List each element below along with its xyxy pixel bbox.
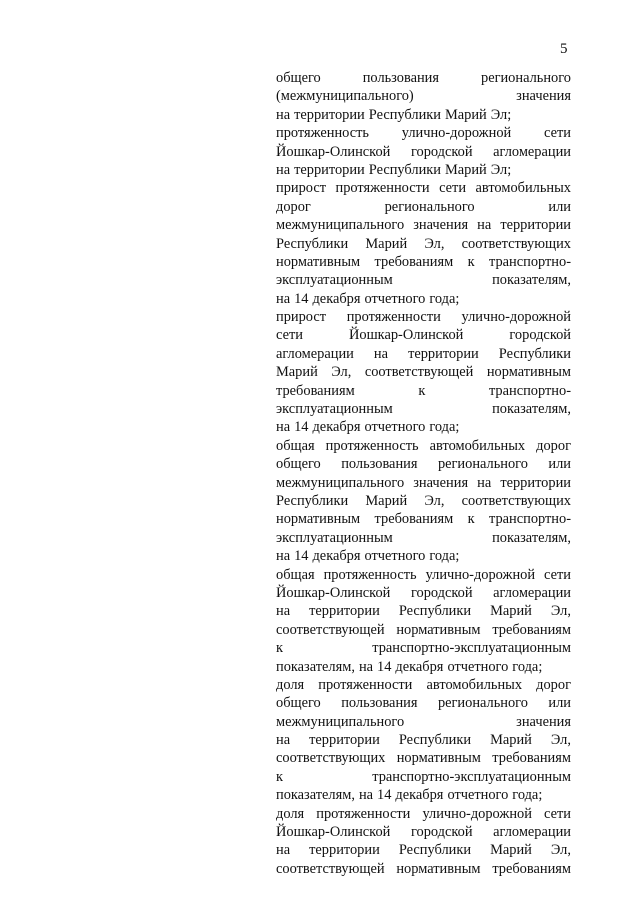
text-line xyxy=(276,161,571,179)
text-word: территории xyxy=(309,842,380,859)
text-line xyxy=(276,823,571,841)
text-word: пользования xyxy=(341,456,418,473)
text-line xyxy=(276,676,571,694)
text-line xyxy=(276,547,571,565)
text-word: декабря xyxy=(312,290,361,307)
text-word: общая xyxy=(276,566,315,583)
text-word: улично-дорожной xyxy=(401,125,512,142)
text-word: Эл, xyxy=(331,364,352,381)
text-word: территории xyxy=(294,106,365,123)
text-word: улично-дорожной xyxy=(425,566,536,583)
text-word: территории xyxy=(294,161,365,178)
text-word: на xyxy=(276,842,291,859)
text-word: Йошкар-Олинской xyxy=(276,824,391,841)
text-word: Республики xyxy=(398,603,472,620)
text-word: эксплуатационным xyxy=(276,401,393,418)
text-line xyxy=(276,786,571,804)
text-word: Республики xyxy=(498,345,571,362)
text-line xyxy=(276,437,571,455)
text-word: значения xyxy=(413,474,469,491)
text-word: городской xyxy=(509,327,571,344)
text-word: отчетного xyxy=(364,419,426,436)
text-word: транспортно- xyxy=(488,253,571,270)
text-word: на xyxy=(276,603,291,620)
text-word: Республики xyxy=(368,106,441,123)
text-word: показателям, xyxy=(276,787,355,804)
text-word: протяженности xyxy=(335,180,430,197)
text-word: на xyxy=(276,732,291,749)
text-line xyxy=(276,749,571,767)
text-word: агломерации xyxy=(493,143,571,160)
text-word: нормативным xyxy=(396,860,481,877)
text-word: 14 xyxy=(294,548,309,565)
text-word: прирост xyxy=(276,180,327,197)
text-word: транспортно- xyxy=(488,382,571,399)
text-word: территории xyxy=(408,345,479,362)
text-word: нормативным xyxy=(276,511,361,528)
text-word: Марий xyxy=(490,603,532,620)
text-word: соответствующих xyxy=(461,235,571,252)
text-word: 14 xyxy=(377,787,392,804)
text-line xyxy=(276,658,571,676)
text-word: показателям, xyxy=(492,401,571,418)
text-word: Эл, xyxy=(550,732,571,749)
text-line xyxy=(276,253,571,271)
text-word: года; xyxy=(512,658,543,675)
text-word: улично-дорожной xyxy=(461,309,571,326)
text-line xyxy=(276,345,571,363)
text-line xyxy=(276,235,571,253)
text-word: года; xyxy=(429,290,460,307)
text-word: общего xyxy=(276,70,321,86)
text-line xyxy=(276,510,571,528)
text-word: Марий xyxy=(365,235,408,252)
text-line xyxy=(276,713,571,731)
text-line xyxy=(276,455,571,473)
text-word: декабря xyxy=(312,548,361,565)
text-word: Марий xyxy=(490,732,532,749)
text-word: агломерации xyxy=(493,584,571,601)
page-number: 5 xyxy=(560,41,568,57)
text-line xyxy=(276,308,571,326)
text-line xyxy=(276,841,571,859)
text-word: соответствующей xyxy=(276,860,385,877)
text-word: к xyxy=(418,382,426,399)
text-word: соответствующей xyxy=(364,364,474,381)
text-word: сети xyxy=(544,805,571,822)
text-word: прирост xyxy=(276,309,327,326)
text-word: к xyxy=(276,768,283,785)
text-word: агломерации xyxy=(493,824,571,841)
text-word: соответствующих xyxy=(461,492,571,509)
text-word: нормативным xyxy=(396,621,481,638)
text-word: общая xyxy=(276,437,315,454)
text-line xyxy=(276,492,571,510)
text-word: к xyxy=(467,511,475,528)
text-word: к xyxy=(467,253,475,270)
text-word: регионального xyxy=(384,198,475,215)
text-word: на xyxy=(276,161,291,178)
text-line xyxy=(276,860,571,878)
text-word: на xyxy=(477,217,492,234)
text-line xyxy=(276,124,571,142)
text-word: городской xyxy=(410,824,473,841)
text-word: городской xyxy=(410,143,473,160)
text-word: к xyxy=(276,640,283,657)
text-word: протяженности xyxy=(318,676,413,693)
text-word: 14 xyxy=(377,658,392,675)
text-word: протяженность xyxy=(325,437,419,454)
text-line xyxy=(276,529,571,547)
text-word: на xyxy=(276,106,291,123)
text-word: территории xyxy=(500,217,571,234)
text-word: протяженность xyxy=(276,125,369,142)
text-word: декабря xyxy=(312,419,361,436)
text-line xyxy=(276,143,571,161)
text-word: улично-дорожной xyxy=(422,805,532,822)
text-word: территории xyxy=(500,474,571,491)
text-line xyxy=(276,584,571,602)
text-word: Марий xyxy=(444,106,487,123)
text-word: территории xyxy=(309,603,380,620)
text-word: нормативным xyxy=(486,364,571,381)
text-word: межмуниципального xyxy=(276,474,405,491)
text-line xyxy=(276,106,571,124)
text-word: пользования xyxy=(341,695,418,712)
text-word: сети xyxy=(439,180,467,197)
text-line xyxy=(276,179,571,197)
text-word: Эл; xyxy=(490,106,512,123)
text-word: на xyxy=(276,290,291,307)
text-word: или xyxy=(548,456,571,473)
text-word: соответствующих xyxy=(276,750,386,767)
text-word: протяженности xyxy=(316,805,411,822)
text-word: сети xyxy=(276,327,303,344)
text-word: регионального xyxy=(437,456,528,473)
text-word: регионального xyxy=(437,695,528,712)
text-word: отчетного xyxy=(364,290,426,307)
text-line xyxy=(276,731,571,749)
text-word: транспортно-эксплуатационным xyxy=(372,640,571,657)
text-word: на xyxy=(276,548,291,565)
text-word: межмуниципального xyxy=(276,217,405,234)
text-word: значения xyxy=(413,217,469,234)
text-word: Эл, xyxy=(550,842,571,859)
text-word: протяженности xyxy=(346,309,441,326)
text-word: доля xyxy=(276,676,305,693)
text-word: года; xyxy=(512,787,543,804)
text-word: доля xyxy=(276,805,305,822)
text-word: требованиям xyxy=(492,621,571,638)
text-word: декабря xyxy=(395,787,444,804)
text-line xyxy=(276,621,571,639)
text-line xyxy=(276,326,571,344)
text-word: отчетного xyxy=(364,548,426,565)
text-line xyxy=(276,290,571,308)
text-word: значения xyxy=(516,88,571,105)
text-word: общего xyxy=(276,456,321,473)
text-word: Эл; xyxy=(490,161,512,178)
text-word: Марий xyxy=(365,492,408,509)
text-line xyxy=(276,87,571,105)
text-word: межмуниципального xyxy=(276,713,405,730)
text-word: Республики xyxy=(276,235,349,252)
text-word: на xyxy=(373,345,388,362)
text-word: транспортно-эксплуатационным xyxy=(372,768,571,785)
text-word: агломерации xyxy=(276,345,354,362)
text-word: Йошкар-Олинской xyxy=(349,327,464,344)
text-word: дорог xyxy=(536,676,571,693)
text-word: 14 xyxy=(294,290,309,307)
text-word: Марий xyxy=(490,842,532,859)
text-word: показателям, xyxy=(276,658,355,675)
text-line xyxy=(276,639,571,657)
text-word: сети xyxy=(544,125,571,142)
text-word: Марий xyxy=(276,364,318,381)
text-line xyxy=(276,418,571,436)
text-word: автомобильных xyxy=(426,676,523,693)
text-word: регионального xyxy=(481,70,571,86)
text-word: нормативным xyxy=(276,253,361,270)
text-word: требованиям xyxy=(374,253,454,270)
text-word: на xyxy=(358,658,374,675)
text-word: года; xyxy=(429,548,460,565)
text-line xyxy=(276,382,571,400)
text-line xyxy=(276,271,571,289)
text-line xyxy=(276,694,571,712)
text-word: протяженность xyxy=(323,566,417,583)
text-line xyxy=(276,363,571,381)
text-word: Республики xyxy=(276,492,349,509)
text-word: Марий xyxy=(444,161,487,178)
text-word: на xyxy=(358,787,374,804)
text-word: городской xyxy=(410,584,473,601)
text-word: Эл, xyxy=(550,603,571,620)
text-line xyxy=(276,805,571,823)
text-word: 14 xyxy=(294,419,309,436)
text-word: эксплуатационным xyxy=(276,529,393,546)
text-word: или xyxy=(548,695,571,712)
text-word: дорог xyxy=(276,198,311,215)
text-word: Йошкар-Олинской xyxy=(276,143,391,160)
text-word: Эл, xyxy=(424,492,445,509)
text-word: Республики xyxy=(368,161,441,178)
text-word: декабря xyxy=(395,658,444,675)
text-word: на xyxy=(477,474,492,491)
text-line xyxy=(276,216,571,234)
text-line xyxy=(276,198,571,216)
text-word: нормативным xyxy=(396,750,481,767)
text-word: Эл, xyxy=(424,235,445,252)
text-line xyxy=(276,768,571,786)
text-word: эксплуатационным xyxy=(276,272,393,289)
text-word: сети xyxy=(544,566,571,583)
text-word: автомобильных xyxy=(475,180,571,197)
text-word: транспортно- xyxy=(488,511,571,528)
text-line xyxy=(276,69,571,87)
text-word: требованиям xyxy=(276,382,355,399)
text-word: соответствующей xyxy=(276,621,385,638)
text-word: отчетного xyxy=(447,787,509,804)
text-word: (межмуниципального) xyxy=(276,88,414,105)
text-word: Республики xyxy=(398,842,472,859)
text-word: значения xyxy=(516,713,571,730)
text-word: общего xyxy=(276,695,321,712)
text-word: Республики xyxy=(398,732,472,749)
text-word: на xyxy=(276,419,291,436)
text-word: пользования xyxy=(362,70,439,86)
text-word: требованиям xyxy=(492,860,571,877)
text-word: показателям, xyxy=(492,272,571,289)
text-word: территории xyxy=(309,732,380,749)
text-line xyxy=(276,602,571,620)
text-word: требованиям xyxy=(492,750,571,767)
text-word: отчетного xyxy=(447,658,509,675)
text-word: требованиям xyxy=(374,511,454,528)
text-word: показателям, xyxy=(492,529,571,546)
text-word: дорог xyxy=(536,437,571,454)
text-word: автомобильных xyxy=(429,437,526,454)
text-line xyxy=(276,400,571,418)
text-line xyxy=(276,566,571,584)
text-word: или xyxy=(548,198,571,215)
text-line xyxy=(276,474,571,492)
text-word: года; xyxy=(429,419,460,436)
body-text xyxy=(276,69,571,878)
text-word: Йошкар-Олинской xyxy=(276,584,391,601)
